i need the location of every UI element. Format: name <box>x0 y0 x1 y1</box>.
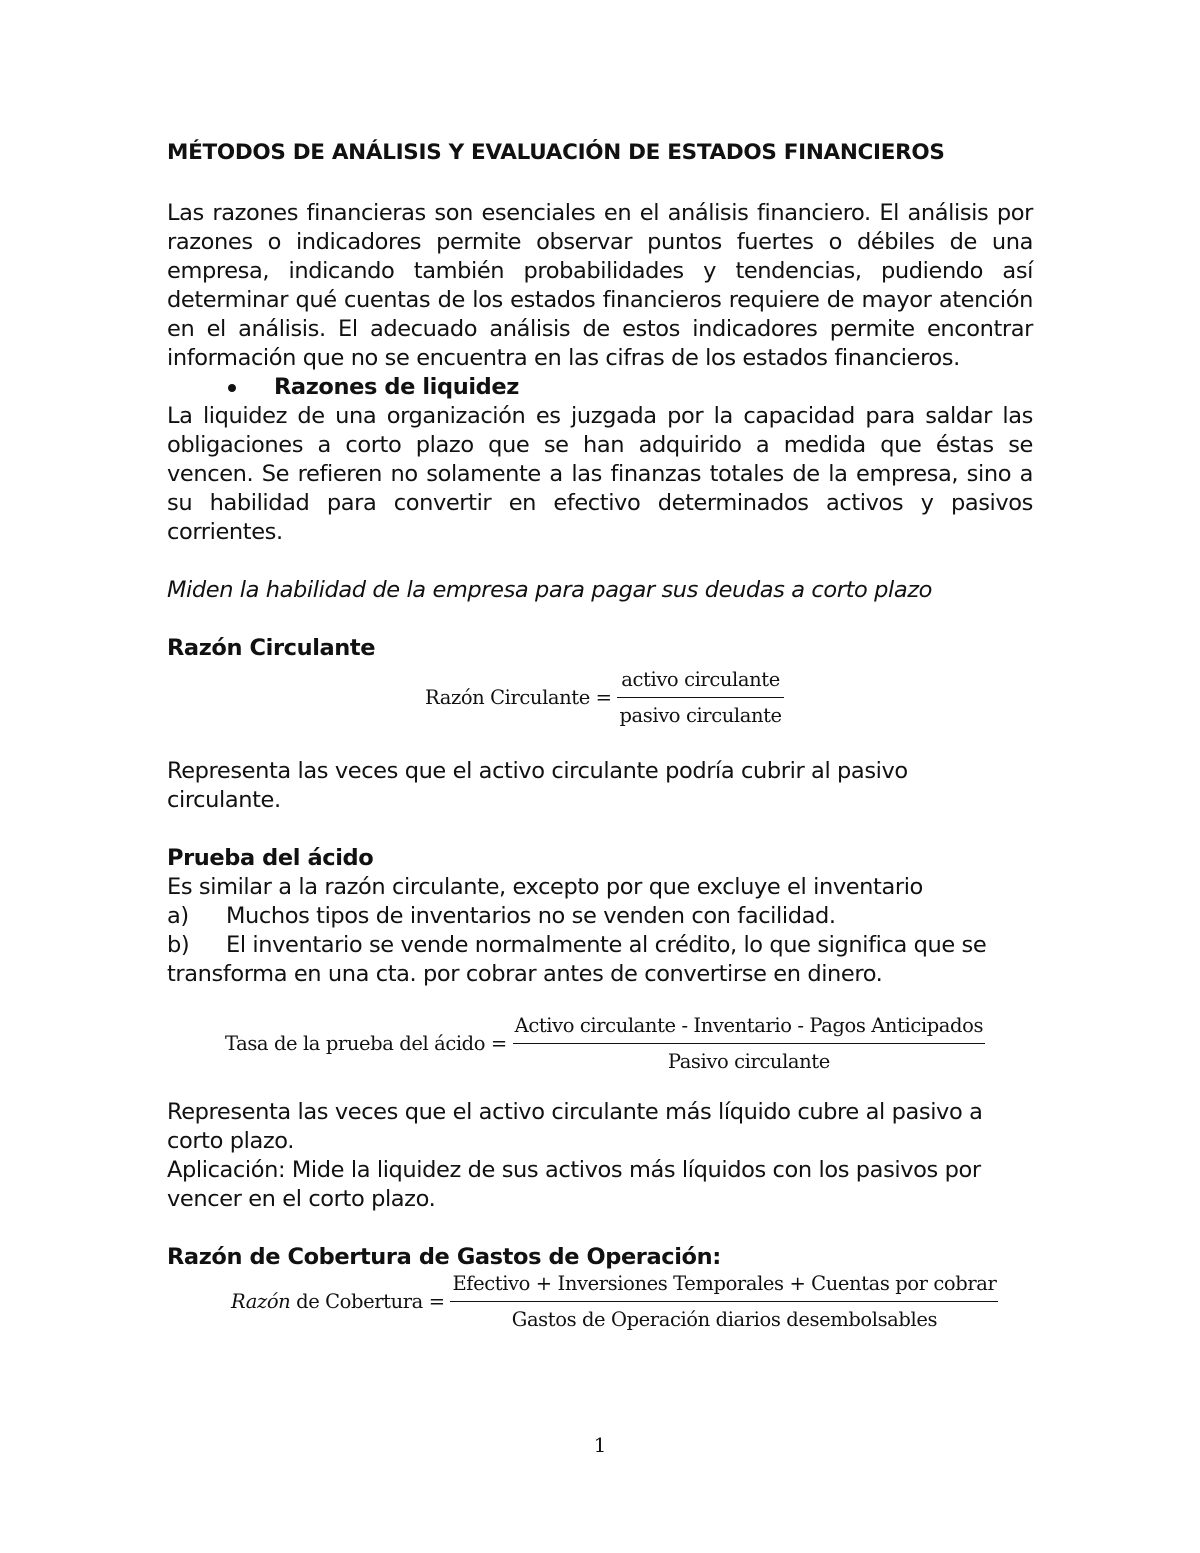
formula-current-ratio <box>425 665 1033 725</box>
formula-lhs-italic: Razón <box>231 1290 291 1313</box>
formula-coverage-ratio <box>231 1269 1033 1329</box>
liquidity-paragraph: La liquidez de una organización es juzgada por la capacidad para saldar las obligaciones a corto plazo que se han adquirido a medida que éstas se vencen. Se refieren no solamente a las finanzas totales de la empresa, sino a su habilidad para convertir en efectivo determinados activos y pasivos corrientes. <box>167 403 1033 545</box>
formula-lhs-rest: de Cobertura = <box>296 1290 445 1313</box>
formula-lhs: Razón Circulante = <box>425 686 612 709</box>
bullet-icon <box>228 384 236 392</box>
list-item-b <box>167 931 1033 989</box>
current-ratio-description: Representa las veces que el activo circulante podría cubrir al pasivo circulante. <box>167 758 908 813</box>
section-heading-acid-test: Prueba del ácido <box>167 845 374 871</box>
formula-numerator: activo circulante <box>617 665 783 698</box>
acid-test-intro: Es similar a la razón circulante, excepto por que excluye el inventario <box>167 874 923 900</box>
bullet-heading: Razones de liquidez <box>274 374 519 400</box>
list-marker: a) <box>167 903 189 929</box>
section-heading-coverage-ratio: Razón de Cobertura de Gastos de Operación: <box>167 1244 721 1270</box>
page-number: 1 <box>593 1433 607 1457</box>
formula-numerator: Activo circulante - Inventario - Pagos Anticipados <box>513 1011 985 1044</box>
formula-lhs <box>231 1287 445 1316</box>
formula-denominator: Gastos de Operación diarios desembolsables <box>511 1308 938 1331</box>
intro-paragraph: Las razones financieras son esenciales en el análisis financiero. El análisis por razones o indicadores permite observar puntos fuertes o débiles de una empresa, indicando también probabilidades y tendencias, pudiendo así determinar qué cuentas de los estados financieros requiere de mayor atención en el análisis. El adecuado análisis de estos indicadores permite encontrar información que no se encuentra en las cifras de los estados financieros. <box>167 200 1033 371</box>
list-item-text: El inventario se vende normalmente al crédito, lo que significa que se transforma en una cta. por cobrar antes de convertirse en dinero. <box>167 932 987 987</box>
formula-lhs: Tasa de la prueba del ácido = <box>225 1032 507 1055</box>
bullet-item-liquidity <box>167 373 1033 402</box>
formula-fraction <box>617 665 783 730</box>
formula-fraction <box>513 1011 985 1076</box>
acid-test-application: Aplicación: Mide la liquidez de sus activos más líquidos con los pasivos por vencer en el corto plazo. <box>167 1157 981 1212</box>
formula-numerator: Efectivo + Inversiones Temporales + Cuentas por cobrar <box>450 1269 998 1302</box>
acid-test-description: Representa las veces que el activo circulante más líquido cubre al pasivo a corto plazo. <box>167 1099 983 1154</box>
document-title: MÉTODOS DE ANÁLISIS Y EVALUACIÓN DE ESTADOS FINANCIEROS <box>167 140 945 165</box>
section-heading-current-ratio: Razón Circulante <box>167 635 376 661</box>
list-item-a <box>167 902 1033 931</box>
formula-fraction <box>450 1269 998 1334</box>
formula-denominator: pasivo circulante <box>619 704 782 727</box>
formula-acid-test <box>225 1011 1033 1071</box>
italic-note: Miden la habilidad de la empresa para pagar sus deudas a corto plazo <box>167 577 933 603</box>
list-item-text: Muchos tipos de inventarios no se venden con facilidad. <box>226 903 836 929</box>
page-content <box>167 138 1033 1329</box>
list-marker: b) <box>167 932 190 958</box>
formula-denominator: Pasivo circulante <box>667 1050 830 1073</box>
